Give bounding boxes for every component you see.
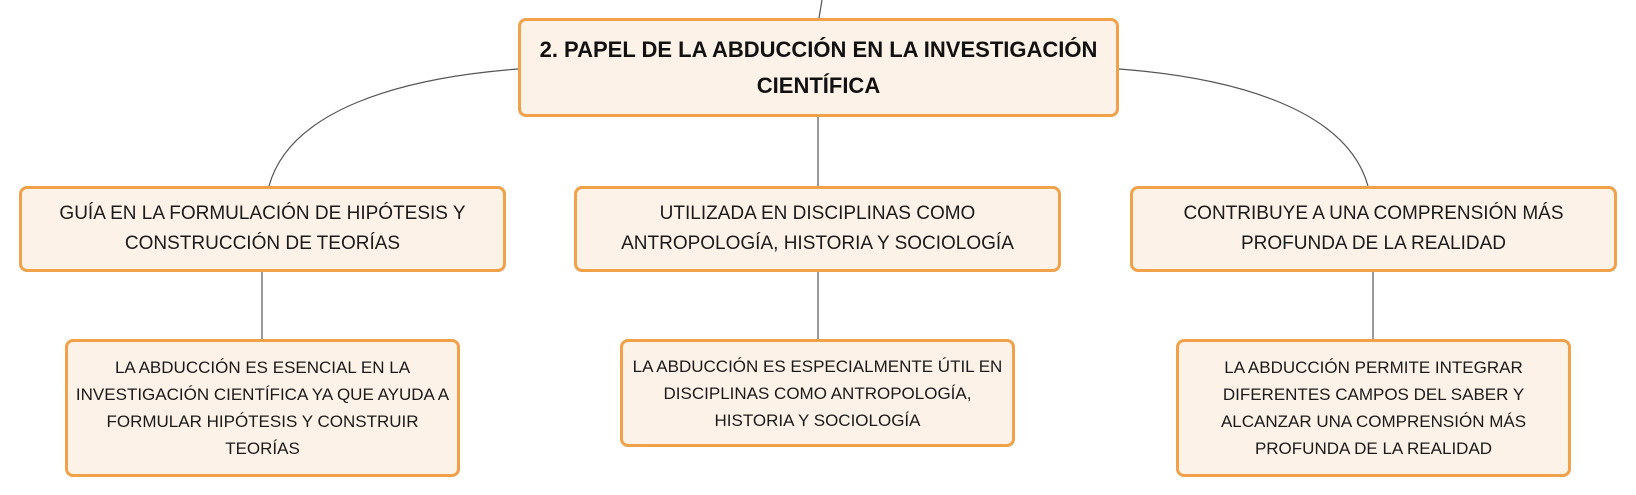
detail-node-disciplines[interactable] xyxy=(620,339,1015,447)
branch-node-formulation[interactable] xyxy=(19,186,506,272)
branch-node-label: CONTRIBUYE A UNA COMPRENSIÓN MÁS PROFUNDA DE LA REALIDAD xyxy=(1183,203,1564,254)
detail-node-text: LA ABDUCCIÓN ES ESENCIAL EN LA INVESTIGACIÓN CIENTÍFICA YA QUE AYUDA A FORMULAR HIPÓTESIS Y CONSTRUIR TEORÍAS xyxy=(75,358,450,458)
branch-node-understanding[interactable] xyxy=(1130,186,1617,272)
detail-node-formulation[interactable] xyxy=(65,339,460,477)
detail-node-text: LA ABDUCCIÓN ES ESPECIALMENTE ÚTIL EN DISCIPLINAS COMO ANTROPOLOGÍA, HISTORIA Y SOCIOLOGÍA xyxy=(632,356,1003,430)
root-node[interactable] xyxy=(518,18,1119,117)
detail-node-understanding[interactable] xyxy=(1176,339,1571,477)
detail-node-text: LA ABDUCCIÓN PERMITE INTEGRAR DIFERENTES CAMPOS DEL SABER Y ALCANZAR UNA COMPRENSIÓN MÁS PROFUNDA DE LA REALIDAD xyxy=(1220,358,1527,458)
branch-node-label: GUÍA EN LA FORMULACIÓN DE HIPÓTESIS Y CONSTRUCCIÓN DE TEORÍAS xyxy=(59,203,466,254)
root-node-label: 2. PAPEL DE LA ABDUCCIÓN EN LA INVESTIGACIÓN CIENTÍFICA xyxy=(539,36,1098,98)
connector-root-to-branch-left xyxy=(269,69,518,186)
connector-root-to-branch-right xyxy=(1119,69,1368,186)
branch-node-disciplines[interactable] xyxy=(574,186,1061,272)
connector-parent-to-root xyxy=(819,0,822,18)
branch-node-label: UTILIZADA EN DISCIPLINAS COMO ANTROPOLOGÍA, HISTORIA Y SOCIOLOGÍA xyxy=(621,203,1014,254)
